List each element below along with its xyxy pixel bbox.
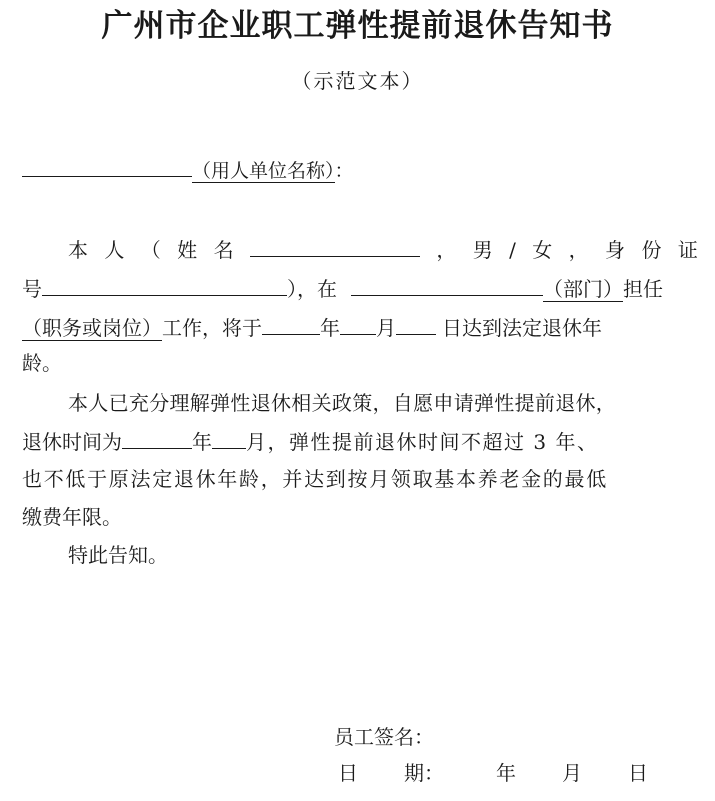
para1-text: 男 bbox=[472, 238, 493, 262]
para2-line1: 本人已充分理解弹性退休相关政策，自愿申请弹性提前退休， bbox=[68, 391, 617, 415]
para1-text: 份 bbox=[641, 238, 662, 262]
para1-text: 日达到法定退休年 bbox=[442, 316, 602, 340]
para1-text: 本 bbox=[68, 238, 88, 262]
date-label-ri: 日 bbox=[338, 761, 358, 785]
department-blank[interactable] bbox=[351, 273, 543, 296]
date-year: 年 bbox=[496, 761, 516, 785]
para3-line: 特此告知。 bbox=[68, 543, 168, 567]
para2-line2 bbox=[22, 426, 598, 457]
para1-text: ， bbox=[568, 238, 589, 262]
para1-text: 证 bbox=[677, 238, 698, 262]
para1-text: 工作，将于 bbox=[162, 316, 262, 340]
para2-text: 年 bbox=[192, 430, 212, 454]
para2-text: 月，弹性提前退休时间不超过 3 年、 bbox=[246, 430, 599, 454]
addressee-line bbox=[22, 154, 354, 186]
date-day: 日 bbox=[628, 761, 648, 785]
document-title: 广州市企业职工弹性提前退休告知书 bbox=[101, 8, 614, 44]
para1-text: （ bbox=[140, 238, 161, 262]
retire-month-blank[interactable] bbox=[340, 312, 376, 335]
flex-month-blank[interactable] bbox=[212, 426, 246, 449]
date-month: 月 bbox=[562, 761, 582, 785]
date-label-qi: 期： bbox=[404, 761, 444, 785]
para1-text: 月 bbox=[376, 316, 396, 340]
employee-signature bbox=[334, 722, 434, 752]
para2-text: 退休时间为 bbox=[22, 430, 122, 454]
para2-line4: 缴费年限。 bbox=[22, 505, 122, 529]
para1-text: 身 bbox=[605, 238, 626, 262]
department-label: （部门） bbox=[543, 277, 623, 301]
flex-year-blank[interactable] bbox=[122, 426, 192, 449]
position-label: （职务或岗位） bbox=[22, 316, 162, 340]
para1-text: 人 bbox=[104, 238, 125, 262]
retire-year-blank[interactable] bbox=[262, 312, 320, 335]
employer-name-label: （用人单位名称） bbox=[192, 160, 335, 182]
para1-text: 女 bbox=[532, 238, 553, 262]
addressee-colon: ： bbox=[334, 160, 354, 182]
para1-line3 bbox=[22, 312, 602, 343]
para1-line2 bbox=[22, 273, 663, 304]
id-number-blank[interactable] bbox=[42, 273, 287, 296]
para1-line4: 龄。 bbox=[22, 351, 62, 375]
para1-text: ， bbox=[436, 238, 457, 262]
name-blank[interactable] bbox=[250, 234, 420, 257]
para1-text: / bbox=[509, 238, 516, 262]
signature-date bbox=[338, 758, 648, 788]
para1-text: ），在 bbox=[287, 277, 337, 301]
para1-line1 bbox=[68, 234, 698, 265]
employer-name-blank[interactable] bbox=[22, 154, 192, 177]
document-subtitle: （示范文本） bbox=[291, 69, 424, 93]
para1-text: 名 bbox=[213, 238, 234, 262]
employee-signature-label: 员工签名： bbox=[334, 725, 434, 749]
para1-text: 号 bbox=[22, 277, 42, 301]
para1-text: 年 bbox=[320, 316, 340, 340]
para1-text: 姓 bbox=[177, 238, 198, 262]
para1-text: 担任 bbox=[623, 277, 663, 301]
retire-day-blank[interactable] bbox=[396, 312, 436, 335]
para2-line3: 也不低于原法定退休年龄，并达到按月领取基本养老金的最低 bbox=[22, 467, 608, 491]
